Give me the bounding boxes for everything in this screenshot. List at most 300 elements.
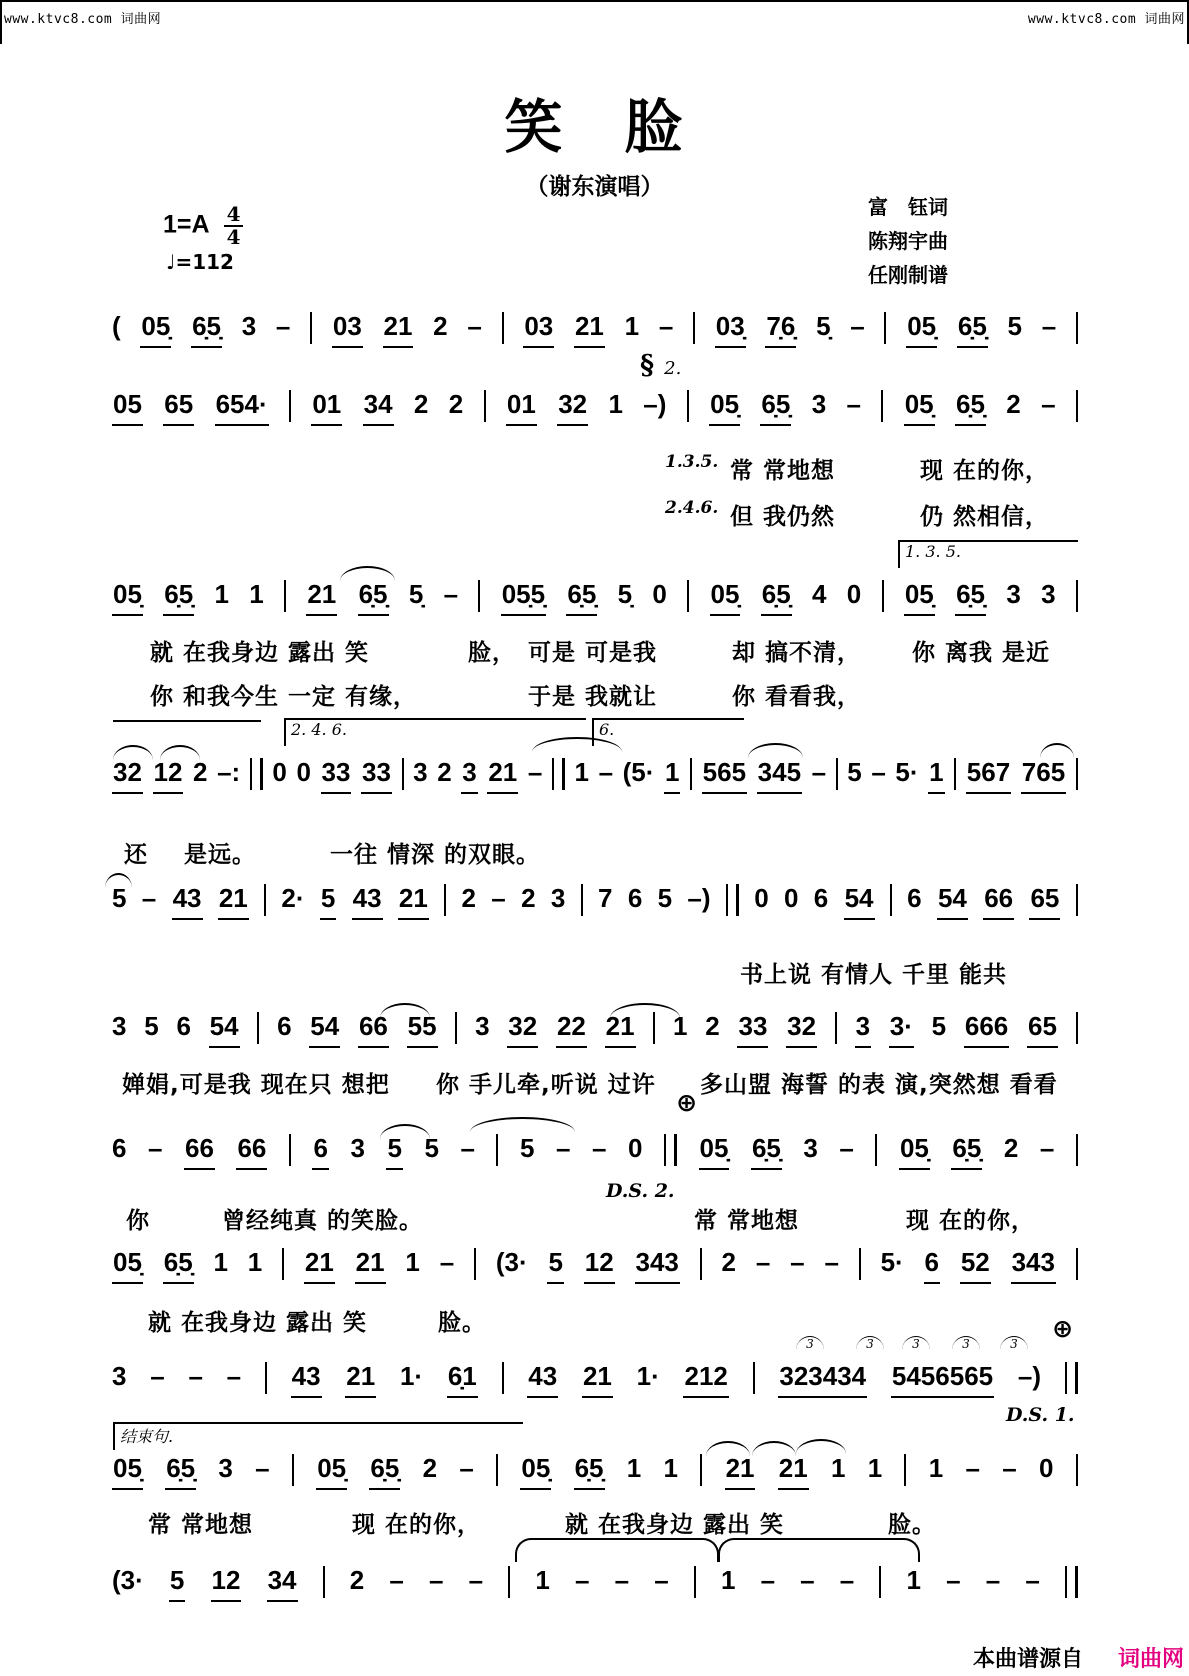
ds-1-mark: D.S. 1. [1006, 1404, 1075, 1426]
note: (3· [495, 1247, 528, 1277]
barline [581, 884, 583, 916]
note-group: 654· [215, 390, 269, 426]
barline [881, 390, 883, 422]
note-group: 66 [184, 1134, 215, 1170]
barline [1076, 758, 1078, 790]
note: 2 [448, 389, 464, 419]
note: 6 [813, 883, 829, 913]
note-group: 21 [725, 1454, 756, 1490]
note: 1 [249, 579, 264, 609]
note-group: 343 [635, 1248, 680, 1284]
note: 5· [895, 757, 919, 787]
lyric-segment: 就 在我身边 露出 笑 [150, 640, 370, 666]
dash-note: – [598, 757, 614, 787]
note-group: 01 [311, 390, 342, 426]
barline [882, 580, 884, 612]
lyric-segment: 还 [124, 842, 148, 868]
lyric-segment: 就 在我身边 露出 笑 [565, 1512, 785, 1538]
note: 2 [461, 883, 476, 913]
lyric-segment: 书上说 有情人 千里 能共 [740, 962, 1008, 988]
lyric-segment: 常 常地想 [730, 458, 836, 484]
tempo-value: =112 [175, 250, 234, 274]
lyric-segment: 于是 我就让 [528, 684, 658, 710]
note-group: 05̣ [112, 1248, 143, 1284]
note-group: 05̣ [316, 1454, 347, 1490]
note-group: 5456565 [891, 1362, 994, 1398]
dash-note: – [871, 757, 886, 787]
note: 0 [296, 757, 311, 787]
tie-slur-arc [1040, 743, 1074, 758]
note: 0 [783, 883, 799, 913]
lyric-segment: 是远。 [184, 842, 256, 868]
lyric-segment: 可是 可是我 [528, 640, 658, 666]
note: 1 [867, 1453, 883, 1483]
lyric-segment: 脸。 [888, 1512, 936, 1538]
ending-phrase-label: 结束句. [120, 1427, 174, 1446]
note: –) [1017, 1361, 1041, 1391]
triplet-mark: 3 [796, 1336, 824, 1350]
note-group: 3 [855, 1012, 871, 1048]
dash-note: – [1025, 1565, 1040, 1595]
page-top-border [0, 0, 1189, 2]
lyric-segment: 现 在的你， [906, 1208, 1036, 1234]
note-group: 6̣5̣ [163, 580, 194, 616]
barline [478, 580, 480, 612]
note-group: 1 [664, 758, 680, 794]
music-line-7 [112, 1134, 1078, 1170]
dash-note: – [839, 1565, 855, 1595]
note: 5 [144, 1011, 159, 1041]
barline [687, 390, 689, 422]
note-group: 565 [702, 758, 747, 794]
tie-slur-arc [748, 743, 803, 758]
barline [508, 1566, 510, 1598]
dash-note: – [755, 1247, 771, 1277]
note-group: 21 [306, 580, 337, 616]
note-group: 05̣ [112, 580, 143, 616]
barline [687, 580, 689, 612]
double-barline [1065, 1566, 1078, 1598]
lyric-segment: 曾经纯真 的笑脸。 [222, 1208, 424, 1234]
note-group: 05̣ [140, 312, 171, 348]
note-group: 54 [309, 1012, 340, 1048]
note: 2 [413, 389, 429, 419]
note-group: 52 [960, 1248, 991, 1284]
barline [700, 1248, 702, 1280]
note-group: 21 [398, 884, 429, 920]
dash-note: – [150, 1361, 165, 1391]
note: 3 [803, 1133, 818, 1163]
note: (3· [112, 1565, 144, 1595]
double-barline [1065, 1362, 1078, 1394]
barline [484, 390, 486, 422]
note: 5̣ [617, 579, 633, 609]
note-group: 66 [983, 884, 1014, 920]
note-group: 03 [332, 312, 363, 348]
note: 1 [574, 757, 589, 787]
note: 6 [277, 1011, 292, 1041]
note: –: [217, 757, 241, 787]
music-line-10 [112, 1454, 1078, 1490]
time-denominator: 4 [226, 225, 241, 249]
note-group: 5 [320, 884, 336, 920]
lyric-segment: 多山盟 海誓 的表 演,突然想 看看 [700, 1072, 1058, 1098]
tie-slur-arc [380, 1003, 430, 1018]
barline [282, 1248, 284, 1280]
barline [1076, 312, 1078, 344]
note-group: 6̣5̣ [957, 312, 988, 348]
note: 3 [1006, 579, 1021, 609]
lyric-segment: 就 在我身边 露出 笑 [148, 1310, 368, 1336]
note-group: 33 [361, 758, 392, 794]
note: 1 [535, 1565, 550, 1595]
note: 2 [721, 1247, 737, 1277]
volta-bracket-246 [284, 718, 586, 746]
barline [904, 1454, 906, 1486]
note: 2 [705, 1011, 720, 1041]
note-group: 6̣5̣ [566, 580, 597, 616]
note-group: 05̣ [906, 312, 937, 348]
note-group: 05̣ [520, 1454, 551, 1490]
note-group: 65 [1027, 1012, 1058, 1048]
volta-label: 1. 3. 5. [905, 542, 961, 561]
barline [265, 1362, 267, 1394]
lyric-segment: 常 常地想 [148, 1512, 254, 1538]
lyric-segment: 你 看看我， [732, 684, 862, 710]
note-group: 32 [112, 758, 143, 794]
watermark-right: www.ktvc8.com 词曲网 [1027, 12, 1185, 27]
dash-note: – [965, 1453, 980, 1483]
note-group: 22 [556, 1012, 587, 1048]
dash-note: – [574, 1565, 590, 1595]
note-group: 65 [163, 390, 194, 426]
dash-note: – [459, 1453, 474, 1483]
note-group: 66 [358, 1012, 389, 1048]
note: 3 [475, 1011, 490, 1041]
note-group: 54 [937, 884, 968, 920]
music-line-3 [112, 580, 1078, 616]
triplet-mark: 3 [856, 1336, 884, 1350]
barline [859, 1248, 861, 1280]
barline [890, 884, 892, 916]
note: 4 [811, 579, 827, 609]
note-group: 21 [383, 312, 414, 348]
note-group: 6̣5̣ [955, 580, 986, 616]
note: 0 [1039, 1453, 1054, 1483]
barline [1076, 884, 1078, 916]
barline [310, 312, 312, 344]
dash-note: – [811, 757, 827, 787]
credits-block [868, 190, 948, 292]
dash-note: – [226, 1361, 242, 1391]
dash-note: – [443, 579, 459, 609]
barline [879, 1566, 881, 1598]
note: 5̣ [408, 579, 424, 609]
note: 2 [422, 1453, 438, 1483]
note: 1 [663, 1453, 678, 1483]
note-group: 43 [172, 884, 203, 920]
lyricist-credit: 富 钰词 [868, 195, 948, 219]
song-title: 笑 脸 [504, 93, 685, 161]
barline [257, 1012, 259, 1044]
note: 5 [657, 883, 673, 913]
music-line-9 [112, 1362, 1078, 1398]
dash-note: – [850, 311, 865, 341]
note: 2 [1003, 1133, 1019, 1163]
note-group: 05̣ [709, 390, 740, 426]
phrase-bracket [515, 1538, 719, 1562]
note: 3 [413, 757, 428, 787]
note: 2 [521, 883, 536, 913]
note: 1 [247, 1247, 263, 1277]
note-group: 6 [924, 1248, 940, 1284]
note-group: 01 [506, 390, 537, 426]
note-group: 43 [291, 1362, 322, 1398]
note: 3 [550, 883, 566, 913]
barline [292, 1454, 294, 1486]
volta-bracket-135 [898, 540, 1078, 568]
barline [455, 1012, 457, 1044]
triplet-mark: 3 [952, 1336, 980, 1350]
barline [1076, 1134, 1078, 1166]
note: 2 [437, 757, 452, 787]
barline [1076, 1012, 1078, 1044]
dash-note: – [491, 883, 506, 913]
music-line-1 [112, 312, 1078, 348]
barline [693, 312, 695, 344]
dash-note: – [527, 757, 543, 787]
note-group: 21 [778, 1454, 809, 1490]
note: 0 [627, 1133, 643, 1163]
note-group: 6̣5̣ [358, 580, 389, 616]
dash-note: – [467, 311, 482, 341]
barline [502, 1362, 504, 1394]
lyric-segment: 婵娟,可是我 现在只 想把 [122, 1072, 390, 1098]
note-group: 43 [352, 884, 383, 920]
note-group: 5 [169, 1566, 185, 1602]
note: 0 [272, 757, 287, 787]
dash-note: – [1041, 389, 1056, 419]
tempo-marking [166, 250, 234, 274]
dash-note: – [1039, 1133, 1055, 1163]
note-group: 12 [153, 758, 184, 794]
note-group: 43 [527, 1362, 558, 1398]
volta-bracket-6 [592, 718, 744, 746]
note: 3 [112, 1361, 127, 1391]
volta-label: 2. 4. 6. [291, 720, 347, 739]
composer-credit: 陈翔宇曲 [868, 229, 948, 253]
dash-note: – [614, 1565, 630, 1595]
note-group: 34 [363, 390, 394, 426]
music-line-11 [112, 1566, 1078, 1602]
note: 3 [112, 1011, 127, 1041]
note: 6 [112, 1133, 127, 1163]
note: 1 [673, 1011, 688, 1041]
note: 3 [1041, 579, 1056, 609]
note: 1 [624, 311, 640, 341]
dash-note: – [946, 1565, 961, 1595]
note-group: 6̣5̣ [951, 1134, 982, 1170]
lyric-segment: 却 搞不清， [732, 640, 862, 666]
note-group: 6̣5̣ [761, 580, 792, 616]
note-group: 765 [1021, 758, 1066, 794]
note: 2· [281, 883, 305, 913]
note: 1 [405, 1247, 420, 1277]
barline [1076, 390, 1078, 422]
dash-note: – [658, 311, 674, 341]
music-line-4 [112, 758, 1078, 794]
double-barline [250, 758, 263, 790]
barline [954, 758, 956, 790]
note-group: 6̣5̣ [574, 1454, 605, 1490]
note: 3 [350, 1133, 365, 1163]
barline [402, 758, 404, 790]
verse-number: 1.3.5. [665, 452, 719, 472]
dash-note: – [468, 1565, 484, 1595]
quarter-note-icon: ♩ [166, 250, 176, 274]
note-group: 34 [267, 1566, 298, 1602]
note: 1 [830, 1453, 846, 1483]
dash-note: – [985, 1565, 1001, 1595]
music-line-6 [112, 1012, 1078, 1048]
barline [1076, 1248, 1078, 1280]
note-group: 21 [582, 1362, 613, 1398]
dash-note: – [389, 1565, 404, 1595]
arranger-credit: 任刚制谱 [868, 263, 948, 287]
performer-line: （谢东演唱） [525, 174, 664, 200]
barline [835, 1012, 837, 1044]
dash-note: – [429, 1565, 444, 1595]
volta-label: 6. [599, 720, 615, 739]
barline [264, 884, 266, 916]
double-barline [664, 1134, 677, 1166]
note: 2 [349, 1565, 365, 1595]
lyric-segment: 常 常地想 [694, 1208, 800, 1234]
coda-icon: ⊕ [676, 1088, 697, 1117]
note-group: 3 [461, 758, 477, 794]
barline [284, 580, 286, 612]
note-group: 21 [345, 1362, 376, 1398]
barline [289, 390, 291, 422]
note-group: 21 [218, 884, 249, 920]
note-group: 6̣5̣ [760, 390, 791, 426]
barline [289, 1134, 291, 1166]
note: ( [112, 311, 121, 341]
barline [875, 1134, 877, 1166]
segno-mark [640, 350, 681, 381]
note: 1· [636, 1361, 660, 1391]
ending-phrase-bracket [113, 1422, 523, 1450]
note: 1· [399, 1361, 424, 1391]
note: 3 [811, 389, 827, 419]
dash-note: – [824, 1247, 839, 1277]
note-group: 6̣5̣ [955, 390, 986, 426]
note-group: 6̣5̣ [165, 1454, 196, 1490]
note: 0 [846, 579, 862, 609]
dash-note: – [439, 1247, 455, 1277]
note-group: 6 [312, 1134, 328, 1170]
triplet-mark: 3 [902, 1336, 930, 1350]
barline [496, 1134, 498, 1166]
note-group: 21 [487, 758, 518, 794]
note-group: 03 [523, 312, 554, 348]
note: 5· [880, 1247, 904, 1277]
note: 2 [1006, 389, 1021, 419]
note-group: 32 [557, 390, 588, 426]
dash-note: – [255, 1453, 270, 1483]
lyric-segment: 一往 情深 的双眼。 [330, 842, 541, 868]
note-group: 212 [683, 1362, 728, 1398]
note-group: 32 [507, 1012, 538, 1048]
note-group: 5 [386, 1134, 402, 1170]
note-group: 21 [355, 1248, 386, 1284]
note: 6 [627, 883, 643, 913]
barline [753, 1362, 755, 1394]
dash-note: – [148, 1133, 163, 1163]
ds-2-mark: D.S. 2. [606, 1180, 675, 1202]
barline [884, 312, 886, 344]
note-group: 03̣ [715, 312, 746, 348]
note: –) [643, 389, 667, 419]
note: 1 [213, 1247, 228, 1277]
tie-slur-arc [340, 566, 395, 581]
note-group: 05̣5̣ [501, 580, 546, 616]
lyric-segment: 现 在的你， [920, 458, 1050, 484]
double-barline [726, 884, 739, 916]
note: –) [687, 883, 711, 913]
source-note: 本曲谱源自 [973, 1647, 1084, 1672]
dash-note: – [555, 1133, 571, 1163]
note: 1 [720, 1565, 736, 1595]
tie-slur-arc [160, 745, 200, 760]
barline [836, 758, 838, 790]
dash-note: – [1002, 1453, 1017, 1483]
barline [474, 1248, 476, 1280]
note: 2 [193, 757, 208, 787]
key-label: 1=A [163, 210, 210, 239]
note: (5· [622, 757, 655, 787]
double-barline [552, 758, 565, 790]
note-group: 66 [236, 1134, 267, 1170]
segno-number: 2. [664, 358, 682, 379]
note-group: 05 [112, 390, 143, 426]
note-group: 54 [209, 1012, 240, 1048]
dash-note: – [1041, 311, 1057, 341]
note: 6 [907, 883, 922, 913]
music-line-5 [112, 884, 1078, 920]
note-group: 55 [407, 1012, 438, 1048]
note-group: 21 [605, 1012, 636, 1048]
dash-note: – [141, 883, 157, 913]
note: 1 [906, 1565, 921, 1595]
tie-slur-arc [796, 1439, 846, 1454]
note: 0 [754, 883, 769, 913]
note: 1 [626, 1453, 642, 1483]
page-left-border [0, 0, 2, 44]
note-group: 12 [584, 1248, 615, 1284]
note-group: 567 [966, 758, 1011, 794]
note-group: 05̣ [710, 580, 741, 616]
lyric-segment: 你 离我 是近 [912, 640, 1051, 666]
dash-note: – [275, 311, 291, 341]
note: 1 [214, 579, 229, 609]
tie-slur-arc [113, 745, 153, 760]
note-group: 7̣6̣ [765, 312, 796, 348]
note: 3 [218, 1453, 233, 1483]
barline [1076, 1454, 1078, 1486]
note-group: 666 [964, 1012, 1009, 1048]
note-group: 6̣5̣ [751, 1134, 782, 1170]
